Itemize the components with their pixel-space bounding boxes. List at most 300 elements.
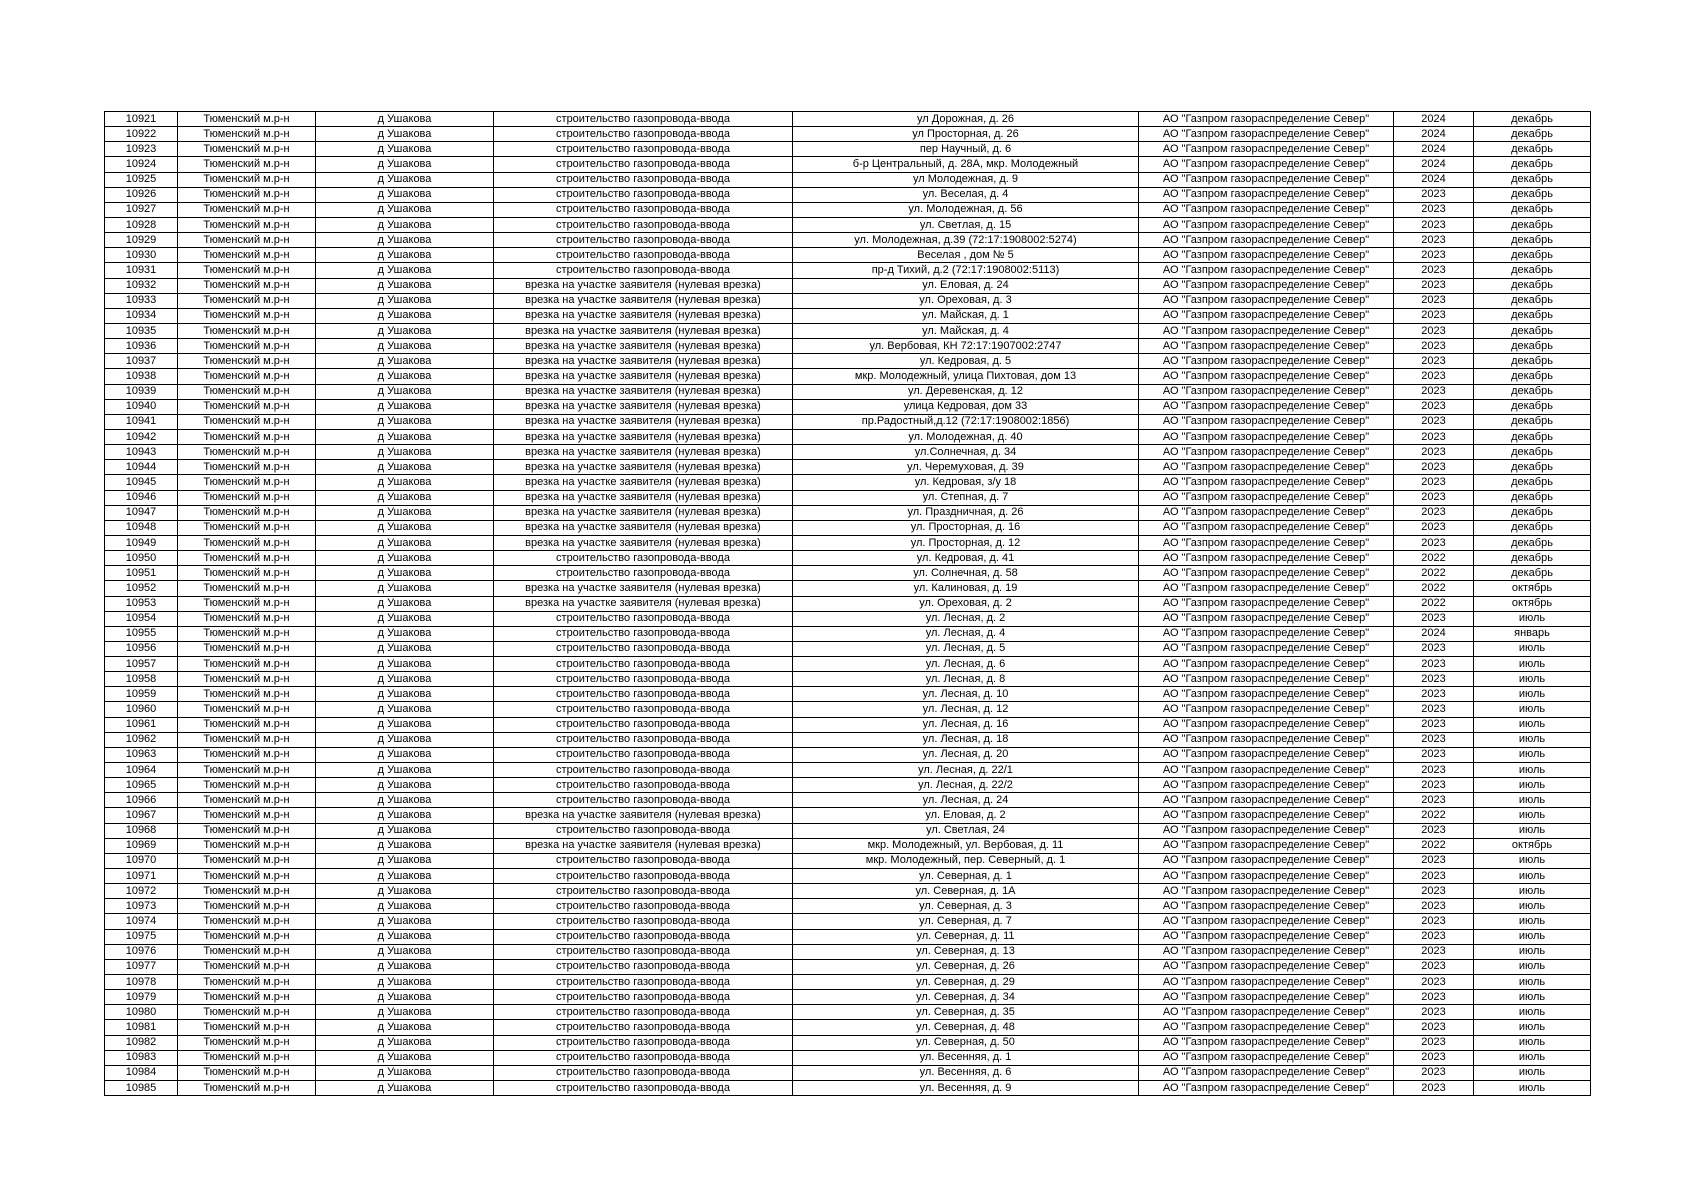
address-cell: ул. Ореховая, д. 2 (793, 596, 1139, 611)
row-number: 10964 (105, 763, 178, 778)
address-cell: ул. Еловая, д. 24 (793, 278, 1139, 293)
locality-cell: д Ушакова (316, 202, 494, 217)
address-cell: ул. Лесная, д. 6 (793, 657, 1139, 672)
month-cell: июль (1474, 687, 1591, 702)
locality-cell: д Ушакова (316, 975, 494, 990)
locality-cell: д Ушакова (316, 187, 494, 202)
year-cell: 2023 (1394, 308, 1474, 323)
organization-cell: АО "Газпром газораспределение Север" (1139, 1020, 1394, 1035)
work-type-cell: строительство газопровода-ввода (494, 763, 793, 778)
locality-cell: д Ушакова (316, 339, 494, 354)
locality-cell: д Ушакова (316, 535, 494, 550)
address-cell: ул. Молодежная, д.39 (72:17:1908002:5274) (793, 233, 1139, 248)
work-type-cell: врезка на участке заявителя (нулевая врезка) (494, 475, 793, 490)
locality-cell: д Ушакова (316, 172, 494, 187)
year-cell: 2023 (1394, 339, 1474, 354)
work-type-cell: строительство газопровода-ввода (494, 187, 793, 202)
address-cell: ул. Северная, д. 13 (793, 944, 1139, 959)
table-row (105, 853, 1591, 868)
district-cell: Тюменский м.р-н (178, 717, 316, 732)
year-cell: 2023 (1394, 248, 1474, 263)
organization-cell: АО "Газпром газораспределение Север" (1139, 990, 1394, 1005)
address-cell: ул. Лесная, д. 5 (793, 641, 1139, 656)
row-number: 10975 (105, 929, 178, 944)
row-number: 10944 (105, 460, 178, 475)
work-type-cell: строительство газопровода-ввода (494, 869, 793, 884)
work-type-cell: строительство газопровода-ввода (494, 914, 793, 929)
organization-cell: АО "Газпром газораспределение Север" (1139, 596, 1394, 611)
row-number: 10945 (105, 475, 178, 490)
year-cell: 2023 (1394, 429, 1474, 444)
address-cell: ул. Лесная, д. 18 (793, 732, 1139, 747)
organization-cell: АО "Газпром газораспределение Север" (1139, 975, 1394, 990)
locality-cell: д Ушакова (316, 1005, 494, 1020)
month-cell: октябрь (1474, 581, 1591, 596)
locality-cell: д Ушакова (316, 884, 494, 899)
work-type-cell: врезка на участке заявителя (нулевая врезка) (494, 369, 793, 384)
year-cell: 2023 (1394, 717, 1474, 732)
month-cell: декабрь (1474, 429, 1591, 444)
table-row (105, 929, 1591, 944)
row-number: 10965 (105, 778, 178, 793)
year-cell: 2023 (1394, 1035, 1474, 1050)
month-cell: июль (1474, 672, 1591, 687)
year-cell: 2023 (1394, 793, 1474, 808)
year-cell: 2023 (1394, 1065, 1474, 1080)
table-row (105, 641, 1591, 656)
month-cell: декабрь (1474, 323, 1591, 338)
district-cell: Тюменский м.р-н (178, 369, 316, 384)
month-cell: июль (1474, 1005, 1591, 1020)
district-cell: Тюменский м.р-н (178, 853, 316, 868)
locality-cell: д Ушакова (316, 112, 494, 127)
work-type-cell: врезка на участке заявителя (нулевая врезка) (494, 293, 793, 308)
work-type-cell: врезка на участке заявителя (нулевая врезка) (494, 460, 793, 475)
month-cell: декабрь (1474, 202, 1591, 217)
district-cell: Тюменский м.р-н (178, 202, 316, 217)
month-cell: декабрь (1474, 354, 1591, 369)
table-row (105, 823, 1591, 838)
year-cell: 2023 (1394, 520, 1474, 535)
work-type-cell: строительство газопровода-ввода (494, 202, 793, 217)
organization-cell: АО "Газпром газораспределение Север" (1139, 914, 1394, 929)
organization-cell: АО "Газпром газораспределение Север" (1139, 929, 1394, 944)
locality-cell: д Ушакова (316, 914, 494, 929)
work-type-cell: строительство газопровода-ввода (494, 747, 793, 762)
year-cell: 2022 (1394, 808, 1474, 823)
year-cell: 2023 (1394, 959, 1474, 974)
locality-cell: д Ушакова (316, 384, 494, 399)
work-type-cell: строительство газопровода-ввода (494, 127, 793, 142)
work-type-cell: врезка на участке заявителя (нулевая врезка) (494, 596, 793, 611)
work-type-cell: строительство газопровода-ввода (494, 248, 793, 263)
address-cell: ул. Лесная, д. 12 (793, 702, 1139, 717)
address-cell: мкр. Молодежный, ул. Вербовая, д. 11 (793, 838, 1139, 853)
address-cell: ул. Майская, д. 4 (793, 323, 1139, 338)
row-number: 10959 (105, 687, 178, 702)
locality-cell: д Ушакова (316, 1050, 494, 1065)
work-type-cell: строительство газопровода-ввода (494, 1081, 793, 1096)
table-row (105, 369, 1591, 384)
table-row (105, 263, 1591, 278)
row-number: 10970 (105, 853, 178, 868)
locality-cell: д Ушакова (316, 1065, 494, 1080)
locality-cell: д Ушакова (316, 717, 494, 732)
district-cell: Тюменский м.р-н (178, 944, 316, 959)
district-cell: Тюменский м.р-н (178, 1035, 316, 1050)
district-cell: Тюменский м.р-н (178, 551, 316, 566)
row-number: 10943 (105, 445, 178, 460)
work-type-cell: врезка на участке заявителя (нулевая врезка) (494, 339, 793, 354)
table-row (105, 520, 1591, 535)
row-number: 10960 (105, 702, 178, 717)
district-cell: Тюменский м.р-н (178, 187, 316, 202)
month-cell: июль (1474, 1050, 1591, 1065)
month-cell: декабрь (1474, 278, 1591, 293)
district-cell: Тюменский м.р-н (178, 172, 316, 187)
district-cell: Тюменский м.р-н (178, 157, 316, 172)
table-row (105, 914, 1591, 929)
row-number: 10957 (105, 657, 178, 672)
row-number: 10940 (105, 399, 178, 414)
year-cell: 2024 (1394, 172, 1474, 187)
row-number: 10956 (105, 641, 178, 656)
district-cell: Тюменский м.р-н (178, 566, 316, 581)
row-number: 10941 (105, 414, 178, 429)
work-type-cell: врезка на участке заявителя (нулевая врезка) (494, 384, 793, 399)
locality-cell: д Ушакова (316, 369, 494, 384)
table-row (105, 460, 1591, 475)
locality-cell: д Ушакова (316, 308, 494, 323)
table-row (105, 581, 1591, 596)
district-cell: Тюменский м.р-н (178, 339, 316, 354)
month-cell: декабрь (1474, 339, 1591, 354)
locality-cell: д Ушакова (316, 732, 494, 747)
year-cell: 2023 (1394, 535, 1474, 550)
locality-cell: д Ушакова (316, 899, 494, 914)
locality-cell: д Ушакова (316, 414, 494, 429)
year-cell: 2023 (1394, 657, 1474, 672)
organization-cell: АО "Газпром газораспределение Север" (1139, 717, 1394, 732)
table-row (105, 293, 1591, 308)
organization-cell: АО "Газпром газораспределение Север" (1139, 793, 1394, 808)
table-row (105, 778, 1591, 793)
year-cell: 2023 (1394, 702, 1474, 717)
address-cell: ул. Ореховая, д. 3 (793, 293, 1139, 308)
district-cell: Тюменский м.р-н (178, 127, 316, 142)
work-type-cell: врезка на участке заявителя (нулевая врезка) (494, 535, 793, 550)
locality-cell: д Ушакова (316, 429, 494, 444)
organization-cell: АО "Газпром газораспределение Север" (1139, 354, 1394, 369)
organization-cell: АО "Газпром газораспределение Север" (1139, 687, 1394, 702)
address-cell: ул. Черемуховая, д. 39 (793, 460, 1139, 475)
year-cell: 2023 (1394, 233, 1474, 248)
month-cell: июль (1474, 853, 1591, 868)
table-row (105, 975, 1591, 990)
table-row (105, 354, 1591, 369)
district-cell: Тюменский м.р-н (178, 1065, 316, 1080)
row-number: 10958 (105, 672, 178, 687)
locality-cell: д Ушакова (316, 233, 494, 248)
year-cell: 2023 (1394, 869, 1474, 884)
locality-cell: д Ушакова (316, 520, 494, 535)
district-cell: Тюменский м.р-н (178, 596, 316, 611)
address-cell: ул. Лесная, д. 16 (793, 717, 1139, 732)
organization-cell: АО "Газпром газораспределение Север" (1139, 884, 1394, 899)
month-cell: июль (1474, 884, 1591, 899)
address-cell: ул. Майская, д. 1 (793, 308, 1139, 323)
row-number: 10933 (105, 293, 178, 308)
locality-cell: д Ушакова (316, 990, 494, 1005)
row-number: 10952 (105, 581, 178, 596)
address-cell: ул. Калиновая, д. 19 (793, 581, 1139, 596)
month-cell: июль (1474, 793, 1591, 808)
month-cell: июль (1474, 1065, 1591, 1080)
table-row (105, 869, 1591, 884)
row-number: 10963 (105, 747, 178, 762)
year-cell: 2023 (1394, 611, 1474, 626)
row-number: 10936 (105, 339, 178, 354)
row-number: 10966 (105, 793, 178, 808)
month-cell: декабрь (1474, 308, 1591, 323)
month-cell: июль (1474, 808, 1591, 823)
row-number: 10967 (105, 808, 178, 823)
address-cell: ул Дорожная, д. 26 (793, 112, 1139, 127)
locality-cell: д Ушакова (316, 323, 494, 338)
row-number: 10961 (105, 717, 178, 732)
locality-cell: д Ушакова (316, 445, 494, 460)
month-cell: июль (1474, 657, 1591, 672)
table-row (105, 1005, 1591, 1020)
table-row (105, 596, 1591, 611)
organization-cell: АО "Газпром газораспределение Север" (1139, 460, 1394, 475)
row-number: 10984 (105, 1065, 178, 1080)
year-cell: 2023 (1394, 475, 1474, 490)
organization-cell: АО "Газпром газораспределение Север" (1139, 187, 1394, 202)
year-cell: 2023 (1394, 490, 1474, 505)
month-cell: декабрь (1474, 505, 1591, 520)
locality-cell: д Ушакова (316, 1081, 494, 1096)
work-type-cell: врезка на участке заявителя (нулевая врезка) (494, 838, 793, 853)
address-cell: ул. Кедровая, з/у 18 (793, 475, 1139, 490)
row-number: 10922 (105, 127, 178, 142)
month-cell: июль (1474, 899, 1591, 914)
month-cell: июль (1474, 747, 1591, 762)
locality-cell: д Ушакова (316, 278, 494, 293)
district-cell: Тюменский м.р-н (178, 899, 316, 914)
work-type-cell: врезка на участке заявителя (нулевая врезка) (494, 445, 793, 460)
work-type-cell: строительство газопровода-ввода (494, 975, 793, 990)
district-cell: Тюменский м.р-н (178, 990, 316, 1005)
month-cell: июль (1474, 717, 1591, 732)
locality-cell: д Ушакова (316, 672, 494, 687)
district-cell: Тюменский м.р-н (178, 581, 316, 596)
district-cell: Тюменский м.р-н (178, 793, 316, 808)
address-cell: ул. Лесная, д. 22/1 (793, 763, 1139, 778)
locality-cell: д Ушакова (316, 611, 494, 626)
year-cell: 2022 (1394, 581, 1474, 596)
row-number: 10982 (105, 1035, 178, 1050)
organization-cell: АО "Газпром газораспределение Север" (1139, 626, 1394, 641)
address-cell: ул. Лесная, д. 4 (793, 626, 1139, 641)
district-cell: Тюменский м.р-н (178, 217, 316, 232)
locality-cell: д Ушакова (316, 1020, 494, 1035)
locality-cell: д Ушакова (316, 551, 494, 566)
work-type-cell: строительство газопровода-ввода (494, 1050, 793, 1065)
address-cell: ул. Молодежная, д. 40 (793, 429, 1139, 444)
address-cell: пр.Радостный,д.12 (72:17:1908002:1856) (793, 414, 1139, 429)
address-cell: ул. Северная, д. 1А (793, 884, 1139, 899)
row-number: 10939 (105, 384, 178, 399)
address-cell: ул. Весенняя, д. 1 (793, 1050, 1139, 1065)
work-type-cell: строительство газопровода-ввода (494, 1035, 793, 1050)
row-number: 10930 (105, 248, 178, 263)
row-number: 10955 (105, 626, 178, 641)
table-row (105, 127, 1591, 142)
organization-cell: АО "Газпром газораспределение Север" (1139, 172, 1394, 187)
organization-cell: АО "Газпром газораспределение Север" (1139, 429, 1394, 444)
district-cell: Тюменский м.р-н (178, 445, 316, 460)
row-number: 10926 (105, 187, 178, 202)
row-number: 10972 (105, 884, 178, 899)
year-cell: 2023 (1394, 1081, 1474, 1096)
table-row (105, 747, 1591, 762)
month-cell: декабрь (1474, 142, 1591, 157)
locality-cell: д Ушакова (316, 566, 494, 581)
address-cell: ул. Степная, д. 7 (793, 490, 1139, 505)
work-type-cell: врезка на участке заявителя (нулевая врезка) (494, 808, 793, 823)
year-cell: 2023 (1394, 975, 1474, 990)
district-cell: Тюменский м.р-н (178, 354, 316, 369)
district-cell: Тюменский м.р-н (178, 308, 316, 323)
row-number: 10974 (105, 914, 178, 929)
address-cell: пер Научный, д. 6 (793, 142, 1139, 157)
month-cell: июль (1474, 869, 1591, 884)
month-cell: июль (1474, 914, 1591, 929)
table-row (105, 429, 1591, 444)
row-number: 10934 (105, 308, 178, 323)
year-cell: 2023 (1394, 672, 1474, 687)
year-cell: 2023 (1394, 763, 1474, 778)
row-number: 10954 (105, 611, 178, 626)
year-cell: 2023 (1394, 641, 1474, 656)
year-cell: 2023 (1394, 990, 1474, 1005)
address-cell: Веселая , дом № 5 (793, 248, 1139, 263)
year-cell: 2022 (1394, 596, 1474, 611)
address-cell: б-р Центральный, д. 28А, мкр. Молодежный (793, 157, 1139, 172)
month-cell: июль (1474, 1081, 1591, 1096)
year-cell: 2024 (1394, 626, 1474, 641)
address-cell: пр-д Тихий, д.2 (72:17:1908002:5113) (793, 263, 1139, 278)
table-row (105, 217, 1591, 232)
work-type-cell: строительство газопровода-ввода (494, 944, 793, 959)
work-type-cell: строительство газопровода-ввода (494, 1005, 793, 1020)
address-cell: ул. Светлая, д. 15 (793, 217, 1139, 232)
organization-cell: АО "Газпром газораспределение Север" (1139, 414, 1394, 429)
work-type-cell: строительство газопровода-ввода (494, 263, 793, 278)
year-cell: 2023 (1394, 944, 1474, 959)
month-cell: июль (1474, 732, 1591, 747)
district-cell: Тюменский м.р-н (178, 778, 316, 793)
table-row (105, 944, 1591, 959)
district-cell: Тюменский м.р-н (178, 838, 316, 853)
locality-cell: д Ушакова (316, 747, 494, 762)
work-type-cell: строительство газопровода-ввода (494, 899, 793, 914)
district-cell: Тюменский м.р-н (178, 278, 316, 293)
row-number: 10969 (105, 838, 178, 853)
row-number: 10979 (105, 990, 178, 1005)
district-cell: Тюменский м.р-н (178, 929, 316, 944)
table-row (105, 323, 1591, 338)
address-cell: ул. Северная, д. 29 (793, 975, 1139, 990)
address-cell: ул.Солнечная, д. 34 (793, 445, 1139, 460)
locality-cell: д Ушакова (316, 687, 494, 702)
district-cell: Тюменский м.р-н (178, 975, 316, 990)
month-cell: декабрь (1474, 475, 1591, 490)
table-row (105, 202, 1591, 217)
row-number: 10949 (105, 535, 178, 550)
work-type-cell: строительство газопровода-ввода (494, 112, 793, 127)
table-row (105, 399, 1591, 414)
row-number: 10924 (105, 157, 178, 172)
address-cell: ул. Северная, д. 3 (793, 899, 1139, 914)
organization-cell: АО "Газпром газораспределение Север" (1139, 823, 1394, 838)
district-cell: Тюменский м.р-н (178, 1081, 316, 1096)
row-number: 10973 (105, 899, 178, 914)
month-cell: июль (1474, 702, 1591, 717)
locality-cell: д Ушакова (316, 823, 494, 838)
month-cell: июль (1474, 975, 1591, 990)
row-number: 10927 (105, 202, 178, 217)
locality-cell: д Ушакова (316, 657, 494, 672)
table-body (105, 112, 1591, 1096)
organization-cell: АО "Газпром газораспределение Север" (1139, 944, 1394, 959)
organization-cell: АО "Газпром газораспределение Север" (1139, 505, 1394, 520)
work-type-cell: строительство газопровода-ввода (494, 551, 793, 566)
organization-cell: АО "Газпром газораспределение Север" (1139, 611, 1394, 626)
district-cell: Тюменский м.р-н (178, 505, 316, 520)
month-cell: декабрь (1474, 157, 1591, 172)
address-cell: ул. Лесная, д. 24 (793, 793, 1139, 808)
table-row (105, 884, 1591, 899)
organization-cell: АО "Газпром газораспределение Север" (1139, 899, 1394, 914)
gasification-table (104, 111, 1591, 1096)
locality-cell: д Ушакова (316, 581, 494, 596)
organization-cell: АО "Газпром газораспределение Север" (1139, 747, 1394, 762)
district-cell: Тюменский м.р-н (178, 914, 316, 929)
organization-cell: АО "Газпром газораспределение Север" (1139, 248, 1394, 263)
address-cell: ул. Деревенская, д. 12 (793, 384, 1139, 399)
address-cell: ул. Северная, д. 34 (793, 990, 1139, 1005)
organization-cell: АО "Газпром газораспределение Север" (1139, 808, 1394, 823)
address-cell: ул. Просторная, д. 12 (793, 535, 1139, 550)
year-cell: 2023 (1394, 202, 1474, 217)
row-number: 10938 (105, 369, 178, 384)
work-type-cell: строительство газопровода-ввода (494, 702, 793, 717)
table-row (105, 702, 1591, 717)
month-cell: декабрь (1474, 520, 1591, 535)
row-number: 10968 (105, 823, 178, 838)
month-cell: декабрь (1474, 551, 1591, 566)
work-type-cell: врезка на участке заявителя (нулевая врезка) (494, 490, 793, 505)
address-cell: ул Просторная, д. 26 (793, 127, 1139, 142)
district-cell: Тюменский м.р-н (178, 687, 316, 702)
year-cell: 2023 (1394, 884, 1474, 899)
organization-cell: АО "Газпром газораспределение Север" (1139, 551, 1394, 566)
address-cell: ул. Молодежная, д. 56 (793, 202, 1139, 217)
organization-cell: АО "Газпром газораспределение Север" (1139, 535, 1394, 550)
locality-cell: д Ушакова (316, 505, 494, 520)
